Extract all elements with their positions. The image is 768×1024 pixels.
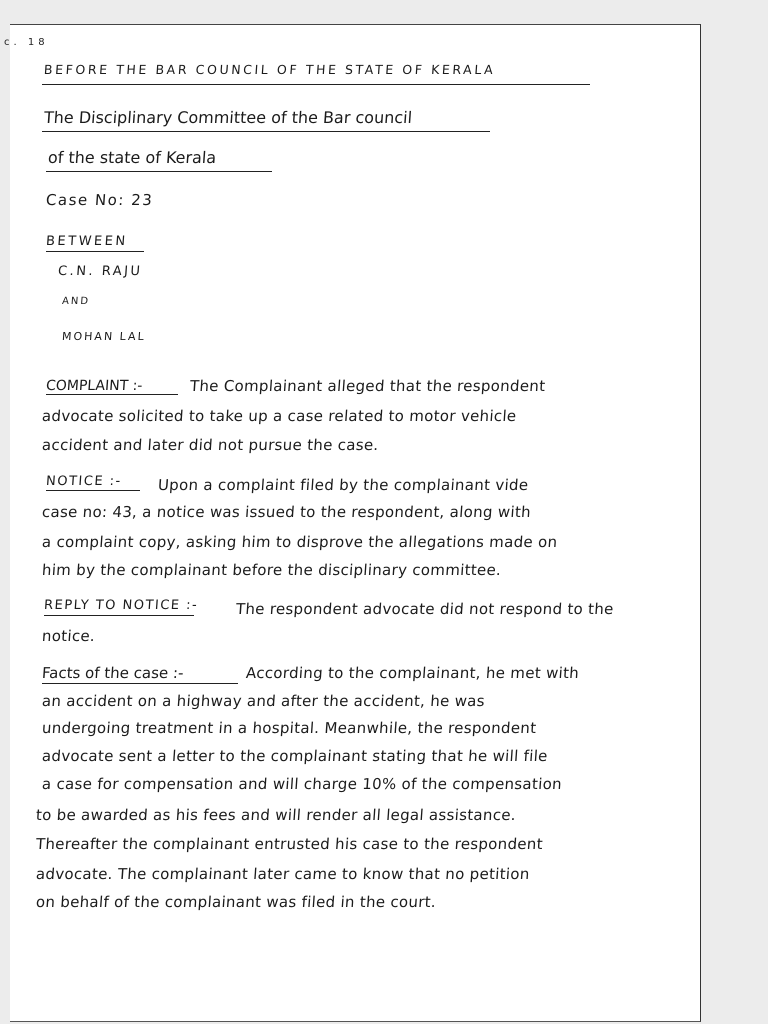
corner-mark: c. 18 (4, 37, 49, 48)
between-underline (46, 251, 144, 252)
notice-line-4: him by the complainant before the disciplinary committee. (41, 561, 502, 579)
notice-underline (46, 490, 140, 491)
heading-underline (42, 84, 590, 85)
case-number: Case No: 23 (45, 191, 154, 209)
reply-underline (44, 615, 194, 616)
party-one: C.N. RAJU (57, 264, 143, 279)
facts-line-8: advocate. The complainant later came to know that no petition (35, 865, 531, 883)
facts-underline (42, 683, 238, 684)
complaint-underline (46, 394, 178, 395)
facts-line-1: According to the complainant, he met with (245, 664, 580, 682)
facts-line-3: undergoing treatment in a hospital. Meanwhile, the respondent (41, 719, 538, 737)
reply-label: REPLY TO NOTICE :- (43, 598, 199, 613)
facts-line-5: a case for compensation and will charge 10% of the compensation (41, 775, 563, 793)
committee-line-2: of the state of Kerala (47, 148, 217, 167)
and-label: AND (61, 296, 91, 307)
document-heading: BEFORE THE BAR COUNCIL OF THE STATE OF KERALA (43, 62, 496, 77)
committee-underline-2 (46, 171, 272, 172)
reply-line-2: notice. (41, 627, 96, 645)
notice-line-3: a complaint copy, asking him to disprove the allegations made on (41, 533, 559, 551)
facts-line-6: to be awarded as his fees and will render all legal assistance. (35, 806, 517, 824)
committee-line-1: The Disciplinary Committee of the Bar council (43, 108, 413, 127)
reply-line-1: The respondent advocate did not respond to the (235, 600, 615, 618)
complaint-line-3: accident and later did not pursue the case. (41, 436, 380, 454)
facts-line-2: an accident on a highway and after the accident, he was (41, 692, 486, 710)
facts-label: Facts of the case :- (41, 664, 185, 682)
complaint-line-1: The Complainant alleged that the respondent (189, 377, 547, 395)
party-two: MOHAN LAL (61, 330, 147, 343)
between-label: BETWEEN (45, 234, 129, 249)
facts-line-7: Thereafter the complainant entrusted his case to the respondent (35, 835, 544, 853)
committee-underline-1 (42, 131, 490, 132)
complaint-label: COMPLAINT :- (45, 378, 143, 394)
facts-line-4: advocate sent a letter to the complainant stating that he will file (41, 747, 549, 765)
notice-line-1: Upon a complaint filed by the complainant vide (157, 476, 530, 494)
complaint-line-2: advocate solicited to take up a case related to motor vehicle (41, 407, 518, 425)
facts-line-9: on behalf of the complainant was filed in the court. (35, 893, 437, 911)
notice-label: NOTICE :- (45, 474, 123, 489)
notice-line-2: case no: 43, a notice was issued to the respondent, along with (41, 503, 532, 521)
